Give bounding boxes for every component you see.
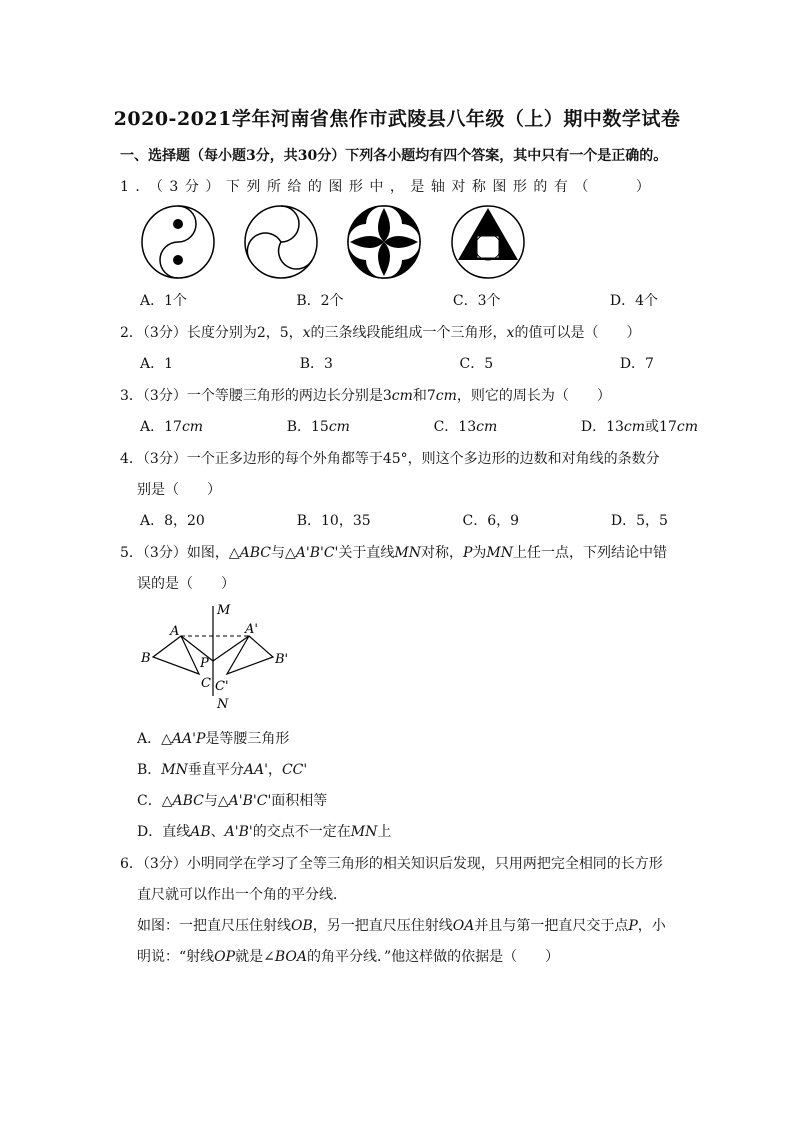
swirl-circle-figure [245, 206, 317, 278]
q5-label-m: M [217, 603, 231, 618]
q5-opt-c-var2: A'B'C' [228, 793, 272, 809]
q5-opt-b-var2: AA' [243, 762, 268, 778]
q4-stem-line1: 4．（3分）一个正多边形的每个外角都等于45°，则这个多边形的边数和对角线的条数分 [120, 451, 660, 467]
q5-opt-d-sep: 、 [210, 824, 225, 840]
q3-option-a-unit: cm [181, 419, 204, 435]
q3-option-c[interactable] [434, 416, 498, 436]
q5-tri2: A'B'C' [295, 545, 339, 561]
q3-unit-2: cm [435, 388, 457, 404]
q5-label-a: A [170, 624, 180, 639]
q6-stem-line1: 6．（3分）小明同学在学习了全等三角形的相关知识后发现，只用两把完全相同的长方形 [120, 856, 663, 872]
q5-mn: MN [394, 545, 421, 561]
triangle-square-circle-figure [452, 206, 524, 278]
four-petal-circle-figure [348, 206, 420, 278]
q5-pre: 5．（3分）如图，△ [120, 545, 240, 561]
q3-option-a-text: A．17 [140, 419, 182, 435]
q2-option-b[interactable]: B．3 [299, 356, 333, 372]
q1-option-b[interactable]: B．2个 [296, 293, 344, 309]
q5-label-n: N [217, 697, 229, 712]
q4-option-d[interactable]: D．5，5 [610, 513, 668, 529]
q5-opt-b-pre: B． [137, 762, 162, 778]
q1-stem-text: 1．（3分）下列所给的图形中，是轴对称图形的有（ ） [120, 179, 657, 195]
q2-stem-post: 的值可以是（ ） [514, 325, 641, 341]
q4-stem-line2: 别是（ ） [137, 482, 221, 498]
q5-opt-a-post: 是等腰三角形 [205, 731, 290, 747]
q6-oa: OA [452, 918, 475, 934]
q5-figure [135, 600, 295, 715]
q1-figures [138, 204, 526, 280]
q3-option-d-mid: 或17 [645, 419, 677, 435]
q2-var-x: x [302, 325, 311, 341]
q3-option-c-text: C．13 [433, 419, 477, 435]
q3-option-b-unit: cm [328, 419, 350, 435]
q2-var-x-2: x [506, 325, 515, 341]
q2-stem-mid: 的三条线段能组成一个三角形， [310, 325, 507, 341]
q5-opt-d-var2: A'B' [224, 824, 253, 840]
q2-options [140, 353, 688, 373]
q4-option-c[interactable]: C．6，9 [462, 513, 520, 529]
q6-l3-post: ，小 [637, 918, 666, 934]
q6-l4-mid: 就是∠ [235, 949, 275, 965]
q6-l3-pre: 如图：一把直尺压住射线 [137, 918, 291, 934]
q5-opt-d-post: 上 [377, 824, 392, 840]
q3-option-d-text: D．13 [580, 419, 624, 435]
q5-post: 上任一点，下列结论中错 [513, 545, 668, 561]
q5-mn-2: MN [486, 545, 514, 561]
q5-label-c: C [201, 676, 211, 691]
q4-option-a[interactable]: A．8，20 [140, 513, 205, 529]
q6-l3-mid2: 并且与第一把直尺交于点 [474, 918, 629, 934]
q5-opt-b-mid: 垂直平分 [187, 762, 244, 778]
q6-l4-pre: 明说：“射线 [137, 949, 215, 965]
q5-label-b: B [141, 651, 151, 666]
q5-p: P [463, 545, 473, 561]
q5-label-b-prime: B' [275, 652, 289, 667]
q6-stem-line2: 直尺就可以作出一个角的平分线． [137, 887, 347, 903]
q3-options [140, 416, 698, 436]
taiji-circle-figure [142, 206, 214, 278]
q2-option-c[interactable]: C．5 [459, 356, 494, 372]
q1-option-d[interactable]: D．4个 [609, 293, 658, 309]
q6-op: OP [214, 949, 236, 965]
q5-opt-a-var: AA'P [171, 731, 206, 747]
q3-stem [120, 385, 611, 405]
q3-option-d[interactable] [581, 416, 698, 436]
q6-stem-line4 [137, 946, 559, 966]
q5-label-a-prime: A' [245, 622, 258, 637]
q5-option-c[interactable] [137, 790, 327, 810]
q1-option-c[interactable]: C．3个 [452, 293, 501, 309]
q5-opt-b-var3: CC' [281, 762, 308, 778]
q5-opt-c-post: 面积相等 [271, 793, 328, 809]
q5-and: 与△ [270, 545, 296, 561]
q5-sym: 关于直线 [338, 545, 395, 561]
q5-opt-b-comma: ， [267, 762, 282, 778]
q5-opt-d-var3: MN [350, 824, 378, 840]
q3-unit-1: cm [391, 388, 413, 404]
q2-option-d[interactable]: D．7 [619, 356, 654, 372]
q6-p: P [628, 918, 638, 934]
q5-on: 为 [472, 545, 487, 561]
page-title: 2020-2021学年河南省焦作市武陵县八年级（上）期中数学试卷 [113, 108, 681, 130]
q5-label-c-prime: C' [215, 679, 229, 694]
q5-opt-d-var: AB [190, 824, 211, 840]
q2-stem-pre: 2．（3分）长度分别为2，5， [120, 325, 303, 341]
q1-option-a[interactable]: A．1个 [140, 293, 188, 309]
q5-sym2: 对称， [421, 545, 463, 561]
q1-stem [120, 176, 656, 196]
q3-option-d-unit-1: cm [623, 419, 646, 435]
q5-tri1: ABC [239, 545, 271, 561]
q5-option-b[interactable] [137, 759, 307, 779]
q5-stem-line1 [120, 542, 667, 562]
q3-option-c-unit: cm [476, 419, 498, 435]
section-heading: 一、选择题（每小题3分，共30分）下列各小题均有四个答案，其中只有一个是正确的。 [120, 148, 668, 164]
q3-stem-mid: 和7 [412, 388, 436, 404]
q5-opt-a-pre: A．△ [137, 731, 172, 747]
q5-label-p: P [200, 656, 209, 671]
q1-options [140, 290, 688, 310]
q4-option-b[interactable]: B．10，35 [296, 513, 371, 529]
q5-opt-d-pre: D．直线 [137, 824, 191, 840]
q3-option-b-text: B．15 [286, 419, 329, 435]
q6-boa: BOA [274, 949, 307, 965]
q5-opt-d-mid: 的交点不一定在 [252, 824, 351, 840]
q6-l4-post: 的角平分线．”他这样做的依据是（ ） [306, 949, 560, 965]
q4-options [140, 510, 688, 530]
q5-option-a[interactable] [137, 728, 289, 748]
q3-stem-pre: 3．（3分）一个等腰三角形的两边长分别是3 [120, 388, 392, 404]
q2-stem [120, 322, 640, 342]
q6-ob: OB [291, 918, 313, 934]
q3-option-a[interactable] [140, 416, 203, 436]
q5-opt-b-var: MN [161, 762, 188, 778]
q6-l3-mid: ，另一把直尺压住射线 [312, 918, 453, 934]
q5-stem-line2: 误的是（ ） [137, 576, 235, 592]
q3-option-b[interactable] [287, 416, 350, 436]
q2-option-a[interactable]: A．1 [140, 356, 174, 372]
q5-option-d[interactable] [137, 821, 391, 841]
q6-stem-line3 [137, 915, 666, 935]
q3-stem-post: ，则它的周长为（ ） [456, 388, 611, 404]
q3-option-d-unit-2: cm [676, 419, 698, 435]
q5-opt-c-pre: C．△ [137, 793, 173, 809]
q5-opt-c-var: ABC [172, 793, 204, 809]
q5-opt-c-mid: 与△ [203, 793, 229, 809]
